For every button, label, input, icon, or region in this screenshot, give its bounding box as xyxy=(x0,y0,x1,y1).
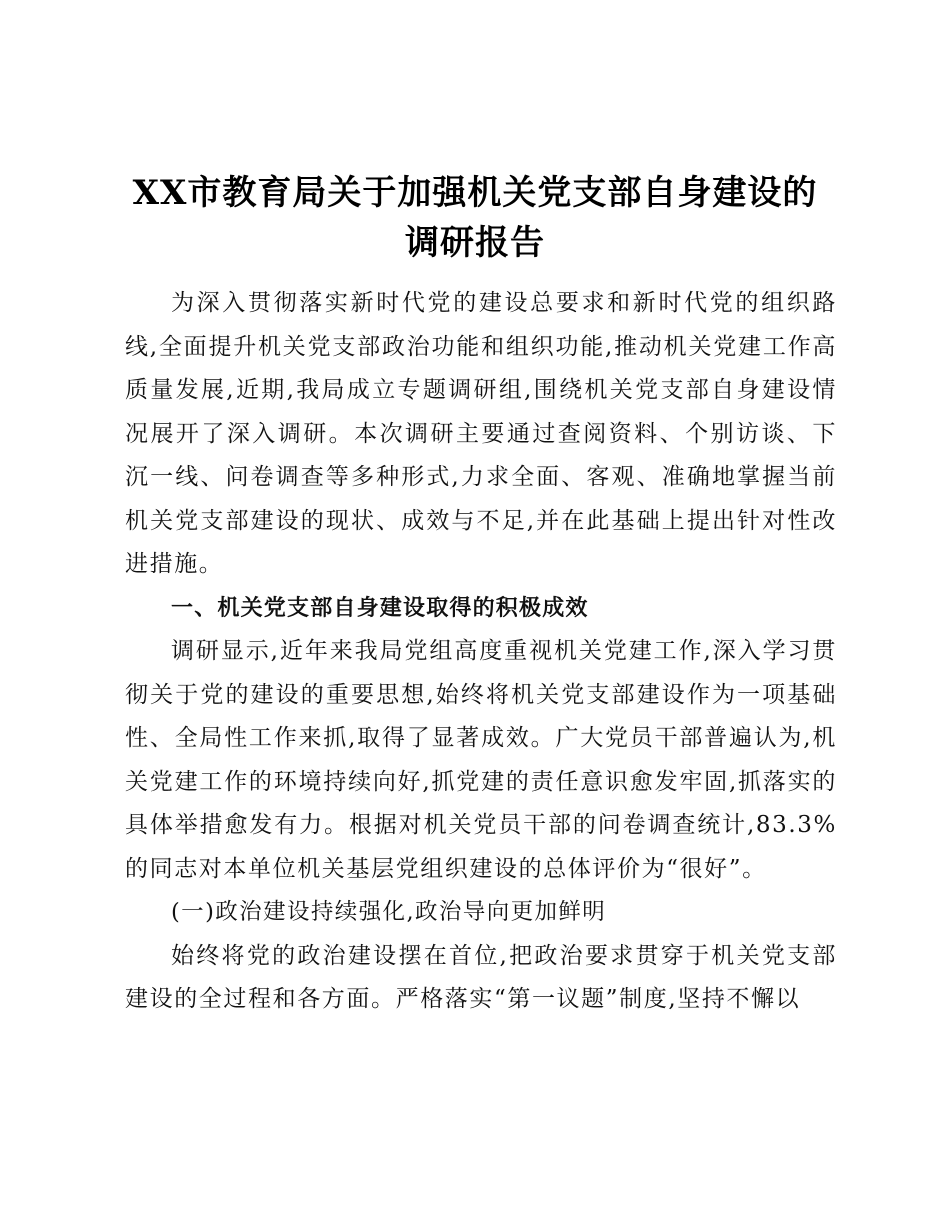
subsection-heading: (一)政治建设持续强化,政治导向更加鲜明 xyxy=(171,899,607,925)
subsection-paragraph: 始终将党的政治建设摆在首位,把政治要求贯穿于机关党支部建设的全过程和各方面。严格落实“第一议题”制度,坚持不懈以 xyxy=(125,942,837,1012)
section-paragraph: 调研显示,近年来我局党组高度重视机关党建工作,深入学习贯彻关于党的建设的重要思想,始终将机关党支部建设作为一项基础性、全局性工作来抓,取得了显著成效。广大党员干部普遍认为,机关党建工作的环境持续向好,抓党建的责任意识愈发牢固,抓落实的具体举措愈发有力。根据对机关党员干部的问卷调查统计,83.3%的同志对本单位机关基层党组织建设的总体评价为“很好”。 xyxy=(125,638,837,882)
section-heading: 一、机关党支部自身建设取得的积极成效 xyxy=(171,595,589,621)
document-title: XX市教育局关于加强机关党支部自身建设的调研报告 xyxy=(132,173,818,263)
document-body xyxy=(125,282,837,1022)
intro-paragraph: 为深入贯彻落实新时代党的建设总要求和新时代党的组织路线,全面提升机关党支部政治功能和组织功能,推动机关党建工作高质量发展,近期,我局成立专题调研组,围绕机关党支部自身建设情况展开了深入调研。本次调研主要通过查阅资料、个别访谈、下沉一线、问卷调查等多种形式,力求全面、客观、准确地掌握当前机关党支部建设的现状、成效与不足,并在此基础上提出针对性改进措施。 xyxy=(125,290,837,577)
